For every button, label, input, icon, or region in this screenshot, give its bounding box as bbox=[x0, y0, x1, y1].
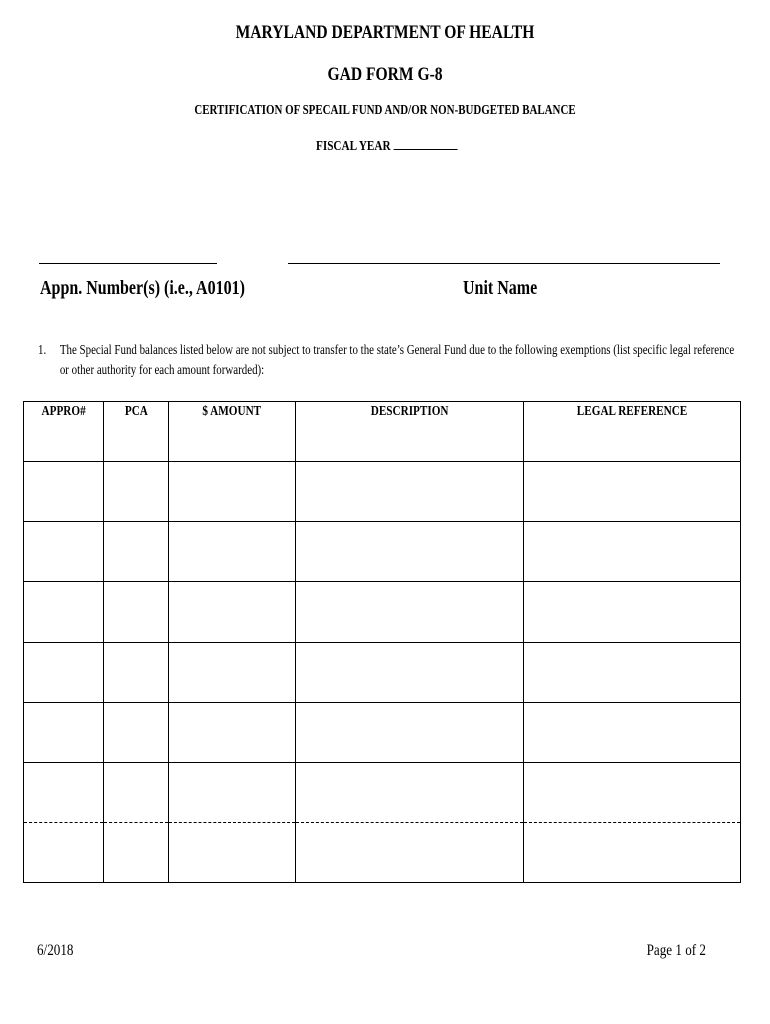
cell-appro[interactable] bbox=[24, 462, 104, 522]
cell-description[interactable] bbox=[296, 462, 524, 522]
cell-legal-reference[interactable] bbox=[524, 762, 741, 822]
cell-appro[interactable] bbox=[24, 702, 104, 762]
fund-balance-table bbox=[23, 401, 741, 883]
table-row bbox=[24, 822, 741, 882]
fiscal-year-field[interactable] bbox=[394, 135, 458, 150]
revision-date: 6/2018 bbox=[37, 942, 74, 959]
cell-pca[interactable] bbox=[104, 522, 169, 582]
cell-pca[interactable] bbox=[104, 702, 169, 762]
cell-legal-reference[interactable] bbox=[524, 582, 741, 642]
instruction-number: 1. bbox=[38, 343, 47, 358]
cell-pca[interactable] bbox=[104, 462, 169, 522]
cell-amount[interactable] bbox=[169, 702, 296, 762]
cell-legal-reference[interactable] bbox=[524, 462, 741, 522]
form-name: GAD FORM G-8 bbox=[327, 64, 443, 85]
unit-name-field[interactable] bbox=[288, 263, 720, 264]
instruction-item bbox=[38, 341, 735, 381]
cell-legal-reference[interactable] bbox=[524, 702, 741, 762]
table-header-row bbox=[24, 402, 741, 462]
fiscal-year-label: FISCAL YEAR bbox=[316, 139, 391, 154]
column-header-pca: PCA bbox=[104, 402, 169, 462]
cell-appro[interactable] bbox=[24, 822, 104, 882]
cell-amount[interactable] bbox=[169, 642, 296, 702]
department-title: MARYLAND DEPARTMENT OF HEALTH bbox=[235, 22, 535, 43]
cell-amount[interactable] bbox=[169, 762, 296, 822]
cell-appro[interactable] bbox=[24, 642, 104, 702]
appn-number-label: Appn. Number(s) (i.e., A0101) bbox=[40, 277, 245, 299]
cell-description[interactable] bbox=[296, 762, 524, 822]
table-row bbox=[24, 522, 741, 582]
cell-description[interactable] bbox=[296, 522, 524, 582]
cell-appro[interactable] bbox=[24, 762, 104, 822]
fiscal-year bbox=[316, 135, 458, 155]
table-row bbox=[24, 702, 741, 762]
cell-amount[interactable] bbox=[169, 522, 296, 582]
cell-legal-reference[interactable] bbox=[524, 642, 741, 702]
cell-pca[interactable] bbox=[104, 582, 169, 642]
cell-pca[interactable] bbox=[104, 822, 169, 882]
cell-pca[interactable] bbox=[104, 642, 169, 702]
column-header-description: DESCRIPTION bbox=[296, 402, 524, 462]
unit-name-label: Unit Name bbox=[463, 277, 538, 299]
cell-description[interactable] bbox=[296, 822, 524, 882]
cell-appro[interactable] bbox=[24, 582, 104, 642]
column-header-amount: $ AMOUNT bbox=[169, 402, 296, 462]
cell-amount[interactable] bbox=[169, 462, 296, 522]
cell-description[interactable] bbox=[296, 642, 524, 702]
appn-number-field[interactable] bbox=[39, 263, 217, 264]
table-row bbox=[24, 462, 741, 522]
cell-description[interactable] bbox=[296, 702, 524, 762]
cell-description[interactable] bbox=[296, 582, 524, 642]
table-row bbox=[24, 642, 741, 702]
table-row bbox=[24, 762, 741, 822]
form-subtitle: CERTIFICATION OF SPECAIL FUND AND/OR NON-BUDGETED BALANCE bbox=[194, 103, 576, 118]
cell-amount[interactable] bbox=[169, 582, 296, 642]
page-number: Page 1 of 2 bbox=[646, 942, 706, 959]
column-header-legal-reference: LEGAL REFERENCE bbox=[524, 402, 741, 462]
cell-legal-reference[interactable] bbox=[524, 522, 741, 582]
instruction-text: The Special Fund balances listed below are not subject to transfer to the state’s General Fund due to the following exemptions (list specific legal reference or other authority for each amount forwarded): bbox=[59, 343, 735, 378]
cell-legal-reference[interactable] bbox=[524, 822, 741, 882]
cell-amount[interactable] bbox=[169, 822, 296, 882]
cell-pca[interactable] bbox=[104, 762, 169, 822]
cell-appro[interactable] bbox=[24, 522, 104, 582]
table-row bbox=[24, 582, 741, 642]
column-header-appro: APPRO# bbox=[24, 402, 104, 462]
